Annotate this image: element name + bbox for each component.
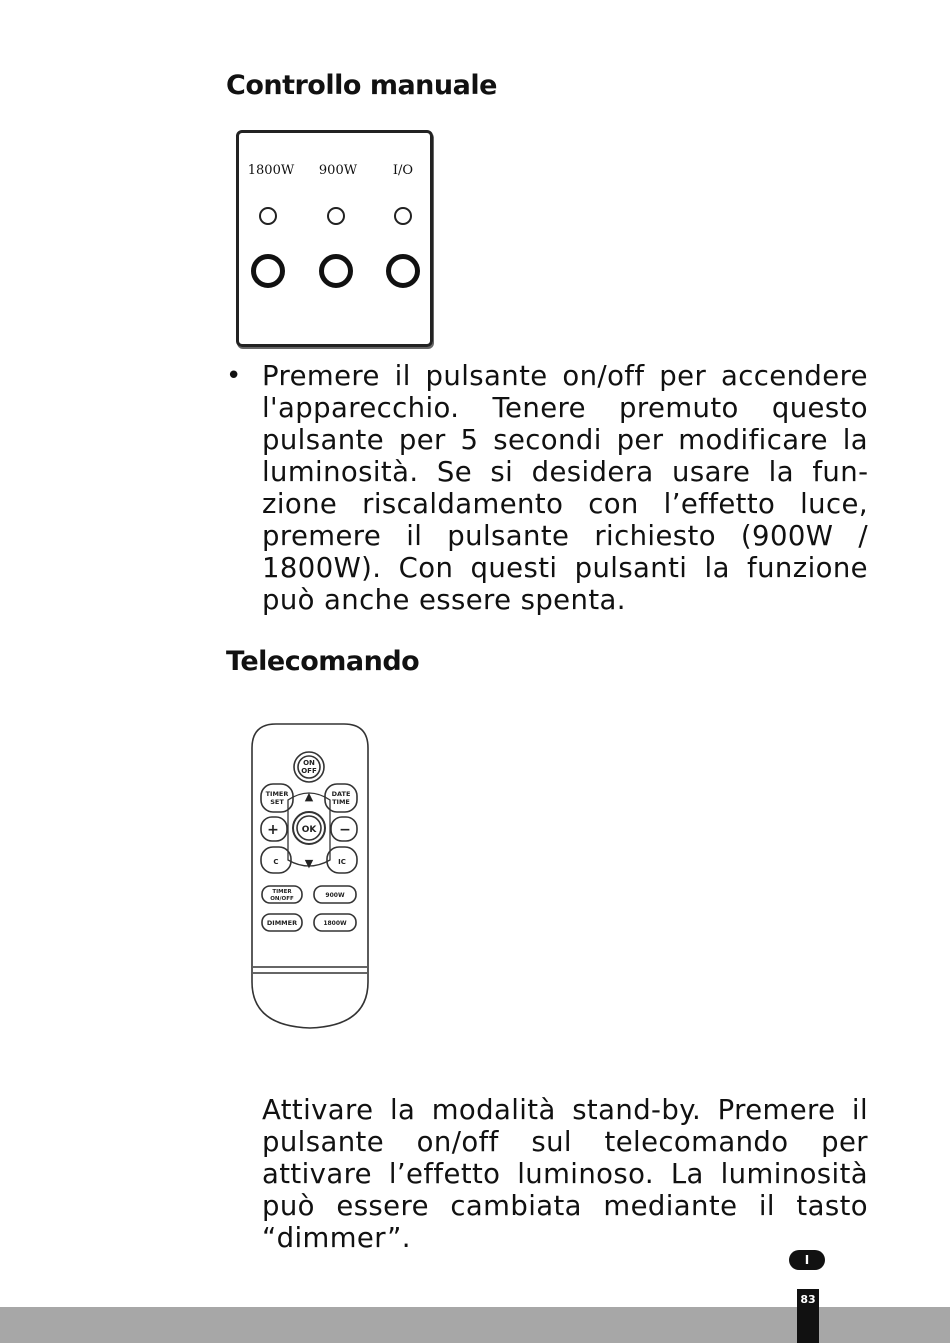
on-off-label-top: ON bbox=[303, 759, 315, 767]
bullet-marker: • bbox=[226, 361, 242, 391]
minus-icon: − bbox=[339, 822, 351, 838]
up-arrow-icon: ▲ bbox=[304, 790, 314, 803]
remote-control-illustration bbox=[248, 720, 372, 1032]
1800w-label: 1800W bbox=[323, 920, 347, 927]
down-arrow-icon: ▼ bbox=[304, 857, 314, 870]
panel-led-1800w bbox=[259, 207, 277, 225]
900w-label: 900W bbox=[325, 892, 345, 899]
section-title-remote-control: Telecomando bbox=[226, 646, 420, 677]
panel-label-io: I/O bbox=[392, 163, 414, 178]
panel-button-900w bbox=[319, 254, 353, 288]
panel-button-io bbox=[386, 254, 420, 288]
timer-onoff-label-top: TIMER bbox=[272, 889, 292, 895]
date-time-label-bottom: TIME bbox=[332, 798, 350, 806]
manual-control-description: Premere il pulsante on/off per accendere l'apparecchio. Tenere premuto questo pulsante per 5 secondi per modificare la luminosità. Se si desidera usare la funzione riscaldamento con l’effetto luce, premere il pulsante richiesto (900W / 1800W). Con questi pulsanti la funzione può anche essere spenta. bbox=[262, 360, 868, 616]
page-number: 83 bbox=[797, 1289, 819, 1343]
ic-label: IC bbox=[338, 858, 346, 866]
timer-set-label-top: TIMER bbox=[265, 790, 289, 798]
date-time-label-top: DATE bbox=[331, 790, 351, 798]
dimmer-label: DIMMER bbox=[266, 919, 298, 927]
panel-led-900w bbox=[327, 207, 345, 225]
ok-label: OK bbox=[301, 825, 317, 835]
c-label: C bbox=[273, 858, 279, 866]
language-badge: I bbox=[789, 1250, 825, 1270]
panel-button-1800w bbox=[251, 254, 285, 288]
timer-onoff-label-bottom: ON/OFF bbox=[270, 896, 294, 902]
remote-control-description: Attivare la modalità stand-by. Premere il pulsante on/off sul telecomando per attivare l’effetto luminoso. La luminosità può essere cambiata mediante il tasto “dimmer”. bbox=[262, 1094, 868, 1254]
manual-control-panel-illustration bbox=[236, 130, 433, 347]
panel-led-io bbox=[394, 207, 412, 225]
on-off-label-bottom: OFF bbox=[301, 767, 317, 775]
section-title-manual-control: Controllo manuale bbox=[226, 70, 497, 101]
panel-label-1800w: 1800W bbox=[247, 163, 295, 178]
plus-icon: + bbox=[267, 822, 279, 838]
panel-label-900w: 900W bbox=[318, 163, 358, 178]
timer-set-label-bottom: SET bbox=[270, 798, 284, 806]
